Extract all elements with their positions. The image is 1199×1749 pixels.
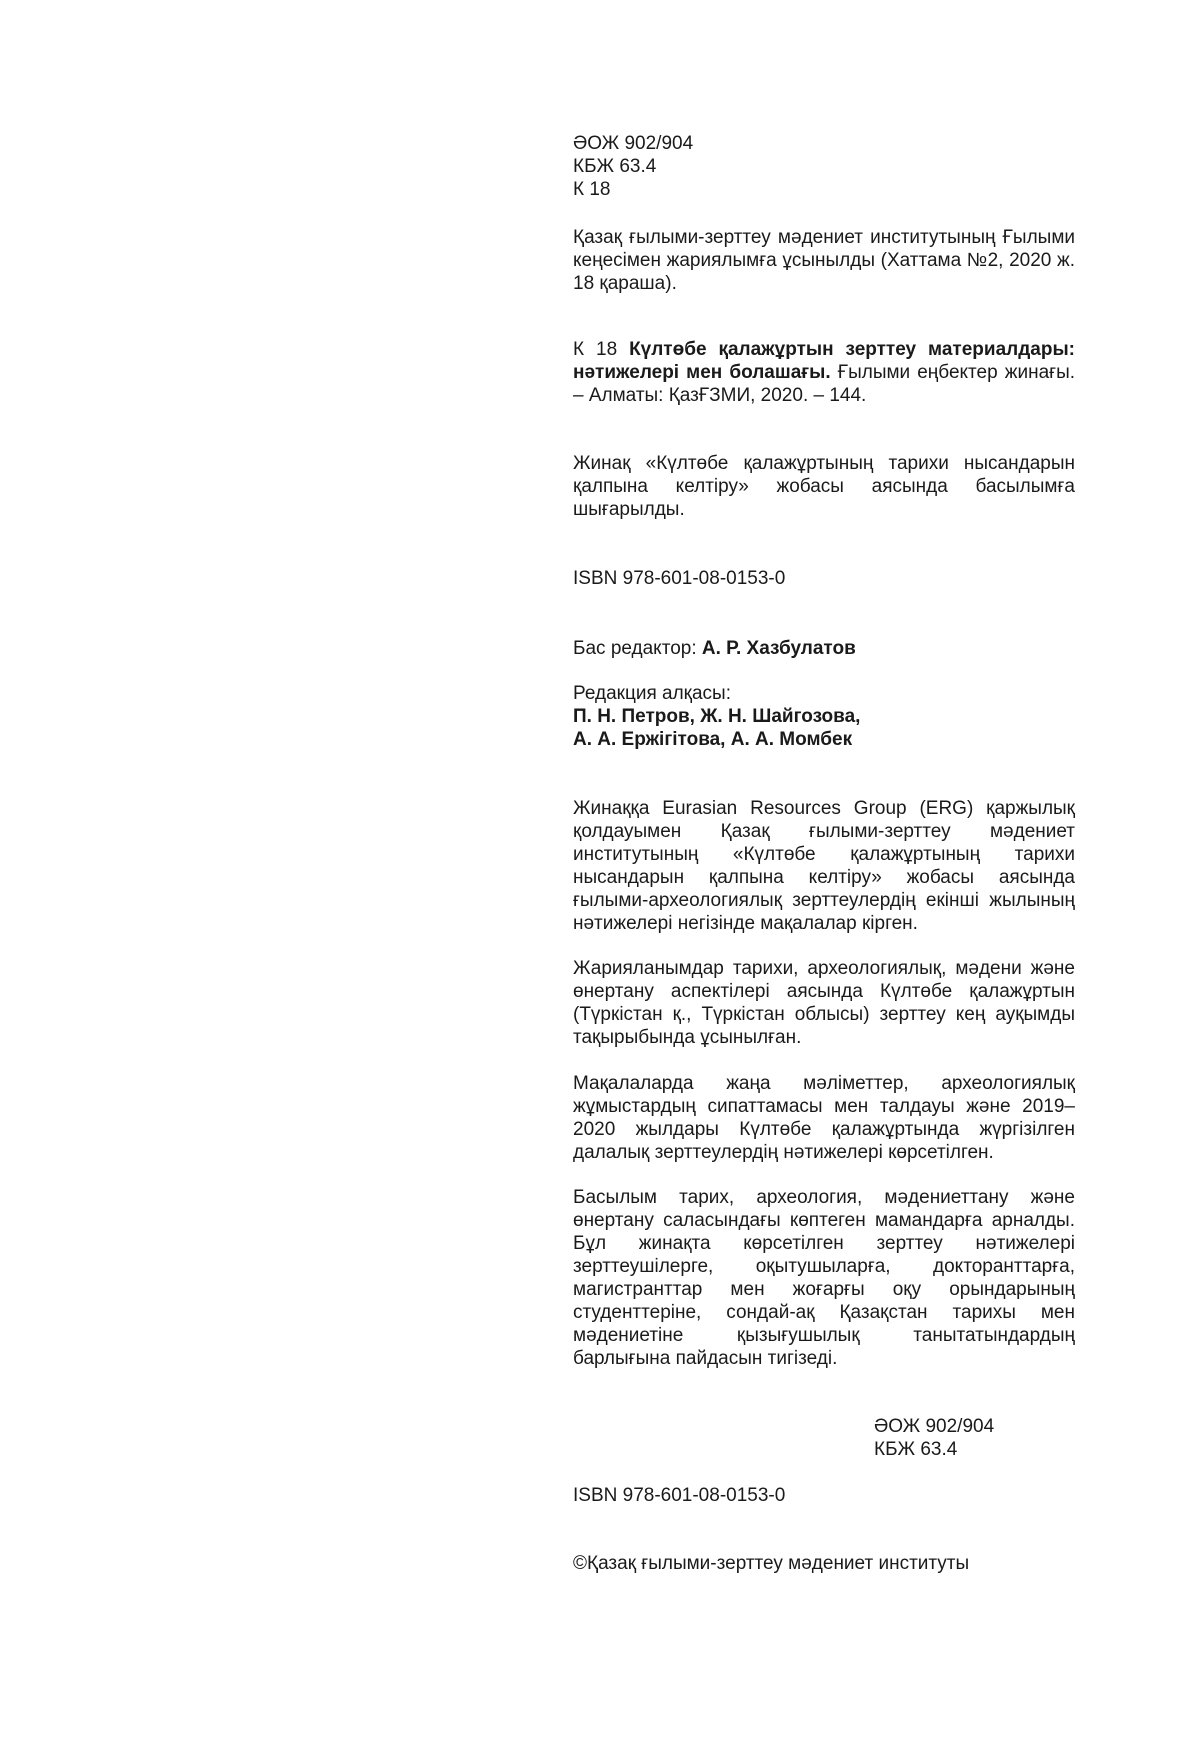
annotation-paragraph-3: Мақалаларда жаңа мәліметтер, археологиялық жұмыстардың сипаттамасы мен талдауы және 2019–2020 жылдары Күлтөбе қалажұртында жүргізілген далалық зерттеулердің нәтижелері көрсетілген. [573, 1073, 1075, 1163]
lbc-code: КБЖ 63.4 [573, 156, 657, 177]
footer-udc-code: ӘОЖ 902/904 [874, 1416, 995, 1437]
chief-editor-label: Бас редактор: [573, 638, 702, 659]
copyright: ©Қазақ ғылыми-зерттеу мәдениет институты [573, 1553, 970, 1574]
annotation-paragraph-4: Басылым тарих, археология, мәдениеттану және өнертану саласындағы көптеген мамандарға арналды. Бұл жинақта көрсетілген зерттеу нәтижелері зерттеушілерге, оқытушыларға, докторанттарға, магистранттар мен жоғарғы оқу орындарының студенттеріне, сондай-ақ Қазақстан тарихы мен мәдениетіне қызығушылық танытатындардың барлығына пайдасын тигізеді. [573, 1187, 1075, 1369]
annotation-paragraph-2: Жарияланымдар тарихи, археологиялық, мәдени және өнертану аспектілері аясында Күлтөбе қалажұртын (Түркістан қ., Түркістан облысы) зерттеу кең ауқымды тақырыбында ұсынылған. [573, 958, 1075, 1048]
editorial-board [573, 682, 1075, 751]
isbn-bottom: ISBN 978-601-08-0153-0 [573, 1485, 786, 1506]
bibliographic-mark: К 18 [573, 339, 618, 360]
editorial-board-members-line2: А. А. Ержігітова, А. А. Момбек [573, 729, 853, 750]
publication-recommendation: Қазақ ғылыми-зерттеу мәдениет институтының Ғылыми кеңесімен жариялымға ұсынылды (Хаттама №2, 2020 ж. 18 қараша). [573, 227, 1075, 294]
bibliographic-details: Ғылыми еңбектер жинағы. – Алматы: ҚазҒЗМИ, 2020. – 144. [573, 362, 1076, 406]
book-title: Күлтөбе қалажұртын зерттеу материалдары: нәтижелері мен болашағы. [573, 339, 1075, 383]
editorial-board-members-line1: П. Н. Петров, Ж. Н. Шайгозова, [573, 706, 861, 727]
isbn-top: ISBN 978-601-08-0153-0 [573, 568, 786, 589]
udc-code: ӘОЖ 902/904 [573, 133, 694, 154]
annotation-paragraph-1: Жинаққа Eurasian Resources Group (ERG) қаржылық қолдауымен Қазақ ғылыми-зерттеу мәдениет институтының «Күлтөбе қалажұртының тарихи нысандарын қалпына келтіру» жобасы аясында ғылыми-археологиялық зерттеулердің екінші жылының нәтижелері негізінде мақалалар кірген. [573, 798, 1075, 934]
classification-codes [573, 132, 1075, 201]
chief-editor [573, 637, 1075, 660]
project-note: Жинақ «Күлтөбе қалажұртының тарихи нысандарын қалпына келтіру» жобасы аясында басылымға шығарылды. [573, 453, 1075, 520]
author-mark: К 18 [573, 179, 611, 200]
bibliographic-description [573, 338, 1075, 407]
editorial-board-label: Редакция алқасы: [573, 683, 731, 704]
footer-lbc-code: КБЖ 63.4 [874, 1439, 958, 1460]
footer-classification-codes [874, 1415, 1074, 1461]
chief-editor-name: А. Р. Хазбулатов [701, 638, 856, 659]
